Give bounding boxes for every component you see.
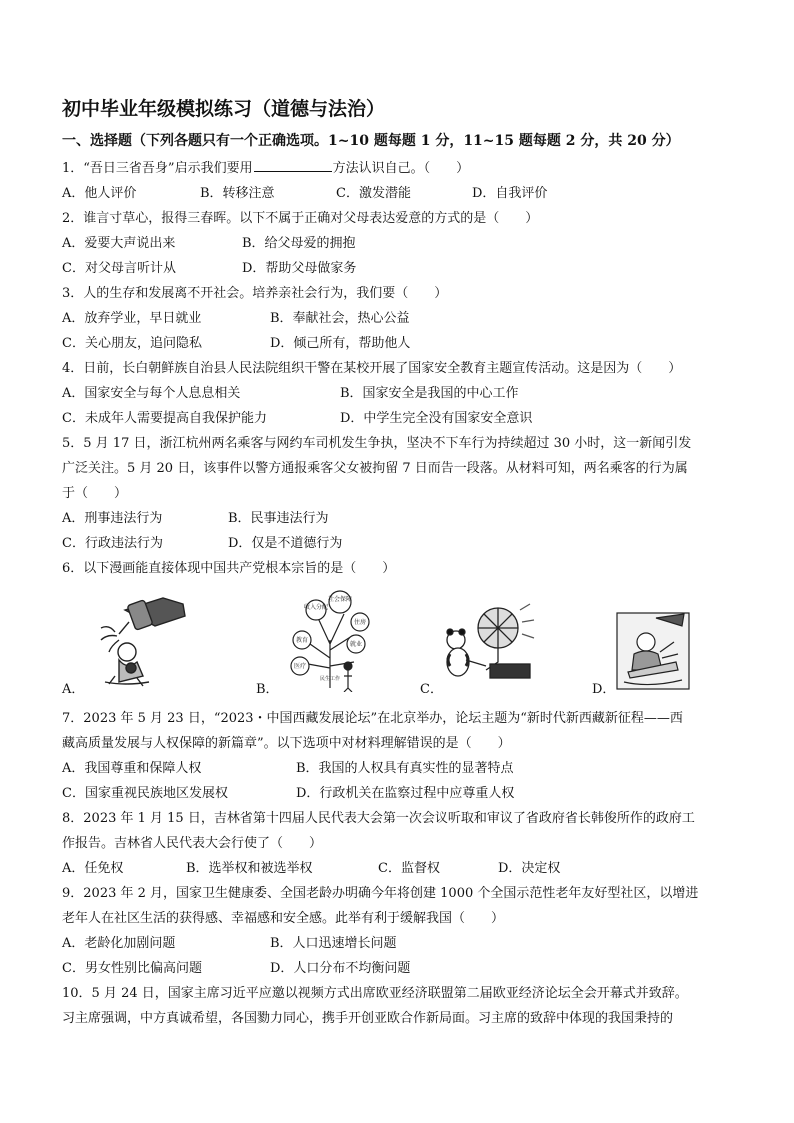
- tree-label-medical: 医疗: [293, 663, 307, 670]
- q5-option-a: A．刑事违法行为: [62, 511, 163, 526]
- q8-option-d: D．决定权: [498, 861, 561, 876]
- q8-option-b: B．选举权和被选举权: [186, 861, 313, 876]
- q5-stem-line3: 于（ ）: [62, 486, 128, 501]
- q10-stem-line2: 习主席强调，中方真诚希望，各国勠力同心，携手开创亚欧合作新局面。习主席的致辞中体现的我国秉持的: [62, 1011, 674, 1026]
- section-heading: 一、选择题（下列各题只有一个正确选项。1~10 题每题 1 分，11~15 题每题 2 分，共 20 分）: [62, 133, 680, 149]
- tree-trunk-label: 民生工作: [319, 676, 341, 682]
- q5-option-b: B．民事违法行为: [228, 511, 329, 526]
- q7-stem-line2: 藏高质量发展与人权保障的新篇章”。以下选项中对材料理解错误的是（ ）: [62, 736, 511, 751]
- q6-option-c-label: C．: [420, 682, 443, 697]
- q9-option-b: B．人口迅速增长问题: [270, 936, 397, 951]
- cartoon-a-image: [85, 592, 189, 688]
- q9-option-c: C．男女性别比偏高问题: [62, 961, 202, 976]
- q4-option-c: C．未成年人需要提高自我保护能力: [62, 411, 267, 426]
- q2-stem: 2．谁言寸草心，报得三春晖。以下不属于正确对父母表达爱意的方式的是（ ）: [62, 211, 539, 226]
- q4-option-a: A．国家安全与每个人息息相关: [62, 386, 241, 401]
- q3-stem: 3．人的生存和发展离不开社会。培养亲社会行为，我们要（ ）: [62, 286, 448, 301]
- tree-label-employment: 就业: [349, 641, 363, 648]
- q6-option-a-label: A．: [62, 682, 85, 697]
- tree-label-education: 教育: [295, 637, 309, 644]
- page-title: 初中毕业年级模拟练习（道德与法治）: [62, 98, 386, 120]
- q4-option-d: D．中学生完全没有国家安全意识: [340, 411, 533, 426]
- tree-label-income: 收入分配: [303, 604, 329, 611]
- q3-option-d: D．倾己所有，帮助他人: [270, 336, 411, 351]
- q4-option-b: B．国家安全是我国的中心工作: [340, 386, 519, 401]
- q1-option-a: A．他人评价: [62, 186, 137, 201]
- q2-option-a: A．爱要大声说出来: [62, 236, 176, 251]
- q7-option-a: A．我国尊重和保障人权: [62, 761, 202, 776]
- q1-option-b: B．转移注意: [200, 186, 275, 201]
- q8-stem-line2: 作报告。吉林省人民代表大会行使了（ ）: [62, 836, 323, 851]
- q9-stem-line2: 老年人在社区生活的获得感、幸福感和安全感。此举有利于缓解我国（ ）: [62, 911, 505, 926]
- q5-stem-line1: 5．5 月 17 日，浙江杭州两名乘客与网约车司机发生争执，坚决不下车行为持续超过 30 小时，这一新闻引发: [62, 436, 692, 451]
- q10-stem-line1: 10．5 月 24 日，国家主席习近平应邀以视频方式出席欧亚经济联盟第二届欧亚经济论坛全会开幕式并致辞。: [62, 986, 688, 1001]
- q1-stem: [62, 157, 469, 176]
- q5-option-d: D．仅是不道德行为: [228, 536, 343, 551]
- q9-stem-line1: 9．2023 年 2 月，国家卫生健康委、全国老龄办明确今年将创建 1000 个全国示范性老年友好型社区，以增进: [62, 886, 699, 901]
- tree-label-social-security: 社会保障: [327, 596, 353, 603]
- q7-option-c: C．国家重视民族地区发展权: [62, 786, 228, 801]
- q2-option-d: D．帮助父母做家务: [242, 261, 357, 276]
- q1-blank: [254, 159, 332, 172]
- q7-option-b: B．我国的人权具有真实性的显著特点: [296, 761, 514, 776]
- q3-option-c: C．关心朋友，追问隐私: [62, 336, 202, 351]
- q1-stem-part1: 1．“吾日三省吾身”启示我们要用: [62, 161, 253, 176]
- tree-label-housing: 住房: [353, 619, 367, 626]
- q7-option-d: D．行政机关在监察过程中应尊重人权: [296, 786, 515, 801]
- q6-option-b-label: B．: [256, 682, 279, 697]
- q6-option-d-label: D．: [592, 682, 616, 697]
- q1-stem-part2: 方法认识自己。（ ）: [332, 161, 470, 176]
- q5-option-c: C．行政违法行为: [62, 536, 163, 551]
- q2-option-c: C．对父母言听计从: [62, 261, 176, 276]
- cartoon-d-image: [616, 612, 690, 690]
- q8-option-c: C．监督权: [378, 861, 440, 876]
- q8-stem-line1: 8．2023 年 1 月 15 日，吉林省第十四届人民代表大会第一次会议听取和审议了省政府省长韩俊所作的政府工: [62, 811, 695, 826]
- q2-option-b: B．给父母爱的拥抱: [242, 236, 356, 251]
- q3-option-b: B．奉献社会，热心公益: [270, 311, 410, 326]
- q9-option-d: D．人口分布不均衡问题: [270, 961, 411, 976]
- cartoon-b-image: [278, 588, 388, 692]
- cartoon-c-image: [440, 600, 536, 688]
- q1-option-c: C．激发潜能: [336, 186, 411, 201]
- q8-option-a: A．任免权: [62, 861, 124, 876]
- q3-option-a: A．放弃学业，早日就业: [62, 311, 202, 326]
- q7-stem-line1: 7．2023 年 5 月 23 日，“2023・中国西藏发展论坛”在北京举办，论坛主题为“新时代新西藏新征程——西: [62, 711, 683, 726]
- q9-option-a: A．老龄化加剧问题: [62, 936, 176, 951]
- q1-option-d: D．自我评价: [472, 186, 548, 201]
- q4-stem: 4．日前，长白朝鲜族自治县人民法院组织干警在某校开展了国家安全教育主题宣传活动。这是因为（ ）: [62, 361, 682, 376]
- q5-stem-line2: 广泛关注。5 月 20 日，该事件以警方通报乘客父女被拘留 7 日而告一段落。从材料可知，两名乘客的行为属: [62, 461, 688, 476]
- q6-stem: 6．以下漫画能直接体现中国共产党根本宗旨的是（ ）: [62, 561, 396, 576]
